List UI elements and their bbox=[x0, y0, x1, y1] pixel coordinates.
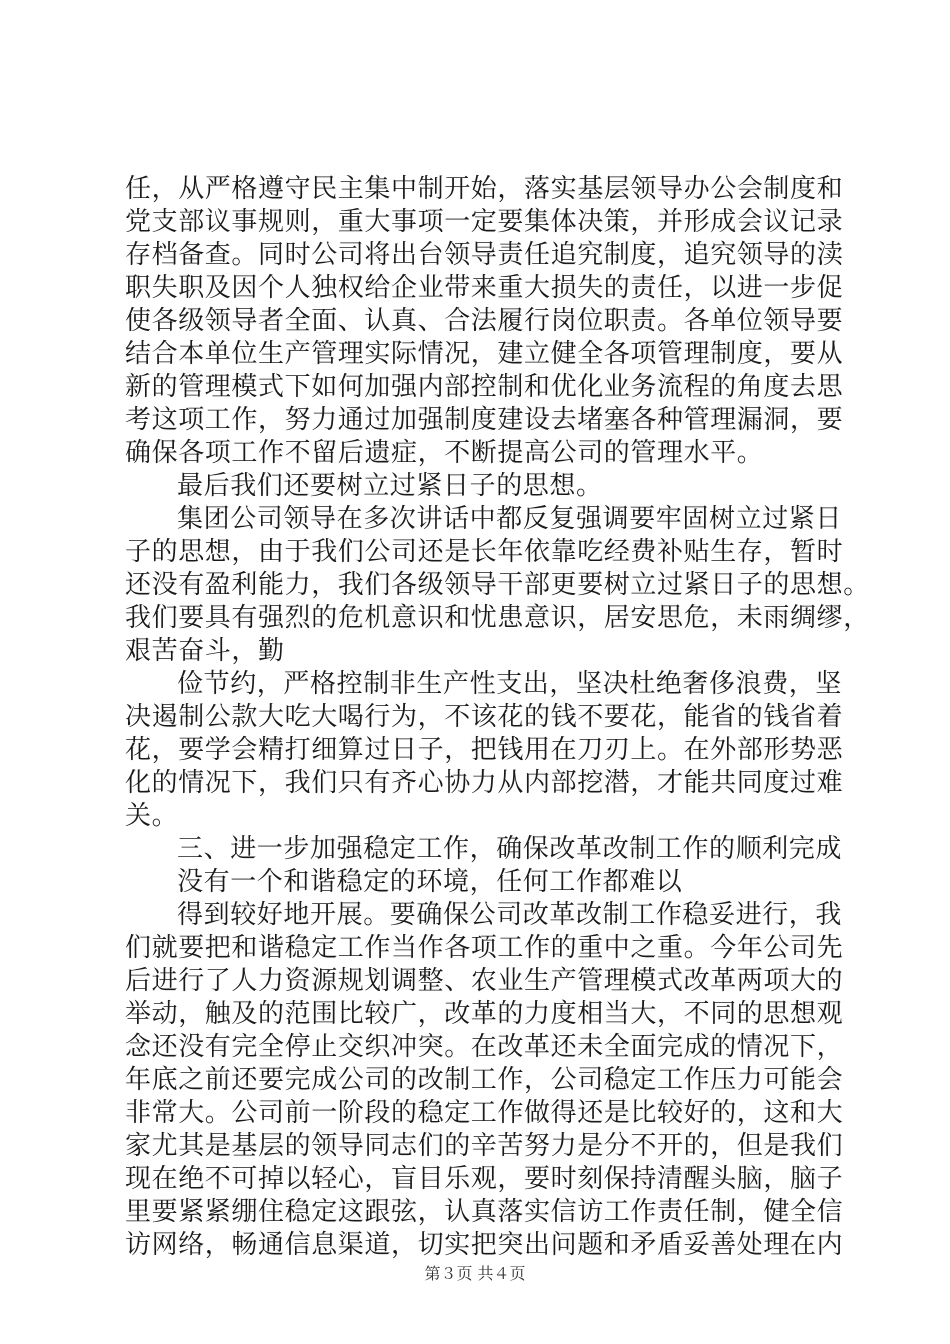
text-line: 集团公司领导在多次讲话中都反复强调要牢固树立过紧日 bbox=[177, 504, 843, 534]
text-line: 使各级领导者全面、认真、合法履行岗位职责。各单位领导要 bbox=[125, 306, 844, 336]
text-line: 们就要把和谐稳定工作当作各项工作的重中之重。今年公司先 bbox=[125, 933, 844, 963]
text-line: 职失职及因个人独权给企业带来重大损失的责任，以进一步促 bbox=[125, 273, 844, 303]
text-line: 非常大。公司前一阶段的稳定工作做得还是比较好的，这和大 bbox=[125, 1098, 844, 1128]
text-line: 念还没有完全停止交织冲突。在改革还未全面完成的情况下， bbox=[125, 1032, 844, 1062]
text-line: 家尤其是基层的领导同志们的辛苦努力是分不开的，但是我们 bbox=[125, 1131, 844, 1161]
heading-line: 最后我们还要树立过紧日子的思想。 bbox=[177, 471, 603, 501]
text-line: 任，从严格遵守民主集中制开始，落实基层领导办公会制度和 bbox=[125, 174, 844, 204]
text-line: 举动，触及的范围比较广，改革的力度相当大，不同的思想观 bbox=[125, 999, 844, 1029]
text-line: 还没有盈利能力，我们各级领导干部更要树立过紧日子的思想。 bbox=[125, 570, 870, 600]
text-line: 新的管理模式下如何加强内部控制和优化业务流程的角度去思 bbox=[125, 372, 844, 402]
text-line: 考这项工作，努力通过加强制度建设去堵塞各种管理漏洞，要 bbox=[125, 405, 844, 435]
text-line: 现在绝不可掉以轻心，盲目乐观，要时刻保持清醒头脑，脑子 bbox=[125, 1164, 844, 1194]
text-line: 结合本单位生产管理实际情况，建立健全各项管理制度，要从 bbox=[125, 339, 844, 369]
page-number: 第３页 共４页 bbox=[424, 1264, 526, 1283]
text-line: 确保各项工作不留后遗症，不断提高公司的管理水平。 bbox=[125, 438, 764, 468]
text-line: 访网络，畅通信息渠道，切实把突出问题和矛盾妥善处理在内 bbox=[125, 1230, 844, 1260]
text-line: 我们要具有强烈的危机意识和忧患意识，居安思危，未雨绸缪， bbox=[125, 603, 870, 633]
text-line: 年底之前还要完成公司的改制工作，公司稳定工作压力可能会 bbox=[125, 1065, 844, 1095]
text-line: 关。 bbox=[125, 801, 179, 831]
text-line: 没有一个和谐稳定的环境，任何工作都难以 bbox=[177, 867, 683, 897]
text-line: 化的情况下，我们只有齐心协力从内部挖潜，才能共同度过难 bbox=[125, 768, 844, 798]
section-heading: 三、进一步加强稳定工作，确保改革改制工作的顺利完成 bbox=[177, 834, 843, 864]
text-line: 艰苦奋斗，勤 bbox=[125, 636, 285, 666]
text-line: 里要紧紧绷住稳定这跟弦，认真落实信访工作责任制，健全信 bbox=[125, 1197, 844, 1227]
text-line: 得到较好地开展。要确保公司改革改制工作稳妥进行，我 bbox=[177, 900, 843, 930]
text-line: 俭节约，严格控制非生产性支出，坚决杜绝奢侈浪费，坚 bbox=[177, 669, 843, 699]
text-line: 决遏制公款大吃大喝行为，不该花的钱不要花，能省的钱省着 bbox=[125, 702, 844, 732]
text-line: 存档备查。同时公司将出台领导责任追究制度，追究领导的渎 bbox=[125, 240, 844, 270]
text-line: 后进行了人力资源规划调整、农业生产管理模式改革两项大的 bbox=[125, 966, 844, 996]
text-line: 子的思想，由于我们公司还是长年依靠吃经费补贴生存，暂时 bbox=[125, 537, 844, 567]
text-line: 党支部议事规则，重大事项一定要集体决策，并形成会议记录 bbox=[125, 207, 844, 237]
text-line: 花，要学会精打细算过日子，把钱用在刀刃上。在外部形势恶 bbox=[125, 735, 844, 765]
